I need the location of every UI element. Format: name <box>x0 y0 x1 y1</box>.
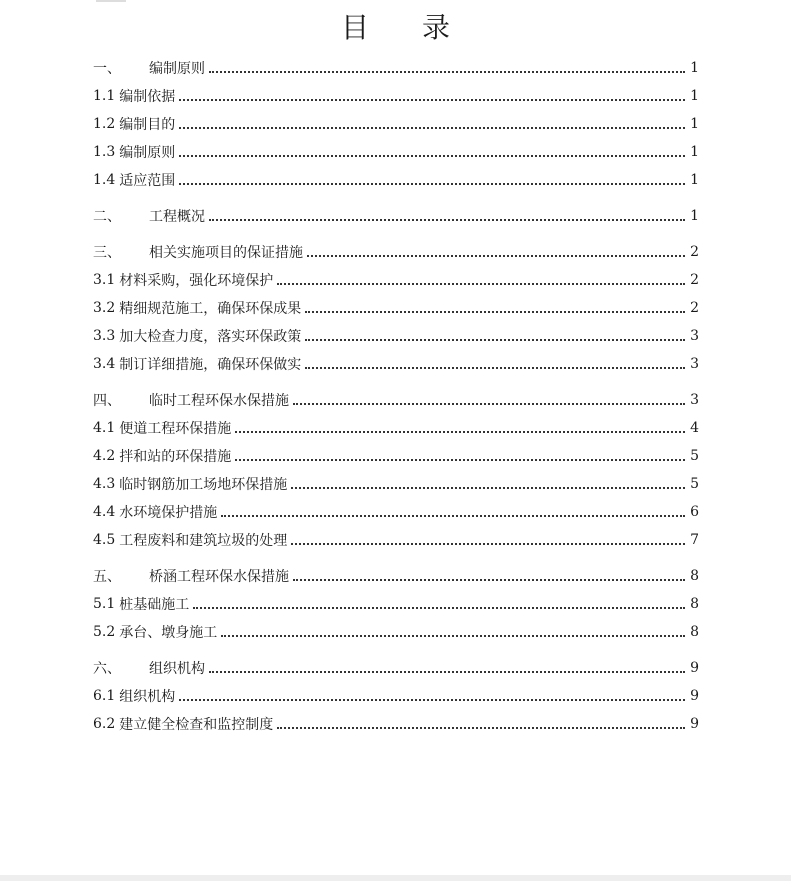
toc-leader-dots <box>291 529 685 545</box>
toc-leader-dots <box>305 297 685 313</box>
toc-entry-number: 1.1 <box>93 88 116 104</box>
top-edge-mark <box>96 0 126 2</box>
toc-entry-page-number: 5 <box>690 448 699 464</box>
toc-entry[interactable] <box>93 354 699 374</box>
toc-entry-number: 5.2 <box>93 624 116 640</box>
toc-entry-page-number: 8 <box>690 596 699 612</box>
toc-entry-label: 水环境保护措施 <box>119 505 218 521</box>
toc-entry-label: 临时钢筋加工场地环保措施 <box>119 477 288 493</box>
toc-entry-page-number: 1 <box>690 60 699 76</box>
toc-entry-number: 4.2 <box>93 448 116 464</box>
toc-entry-number: 4.1 <box>93 420 116 436</box>
page-bottom-edge <box>0 875 791 881</box>
toc-entry-label: 承台、墩身施工 <box>119 625 218 641</box>
toc-entry[interactable] <box>93 114 699 134</box>
toc-entry-number: 3.1 <box>93 272 116 288</box>
page-title: 目 录 <box>341 11 472 44</box>
toc-entry[interactable] <box>93 270 699 290</box>
toc-entry-number: 3.4 <box>93 356 116 372</box>
toc-entry[interactable] <box>93 530 699 550</box>
toc-entry[interactable] <box>93 86 699 106</box>
toc-entry-page-number: 1 <box>690 144 699 160</box>
toc-entry[interactable] <box>93 206 699 226</box>
toc-leader-dots <box>293 565 685 581</box>
toc-entry-page-number: 9 <box>690 716 699 732</box>
toc-entry[interactable] <box>93 594 699 614</box>
toc-entry-page-number: 4 <box>690 420 699 436</box>
toc-entry-page-number: 2 <box>690 244 699 260</box>
toc-entry-page-number: 7 <box>690 532 699 548</box>
toc-entry-label: 桥涵工程环保水保措施 <box>149 569 289 585</box>
toc-leader-dots <box>193 593 685 609</box>
toc-entry-label: 编制原则 <box>119 145 176 161</box>
toc-entry-label: 工程废料和建筑垃圾的处理 <box>119 533 288 549</box>
toc-entry-label: 便道工程环保措施 <box>119 421 232 437</box>
toc-entry[interactable] <box>93 298 699 318</box>
toc-entry-label: 临时工程环保水保措施 <box>149 393 289 409</box>
toc-entry[interactable] <box>93 446 699 466</box>
toc-entry[interactable] <box>93 566 699 586</box>
toc-entry-number: 四、 <box>93 393 121 409</box>
toc-entry-number: 3.3 <box>93 328 116 344</box>
toc-leader-dots <box>221 501 685 517</box>
toc-entry-label: 适应范围 <box>119 173 176 189</box>
toc-entry-page-number: 9 <box>690 688 699 704</box>
toc-entry-label: 制订详细措施，确保环保做实 <box>119 357 302 373</box>
toc-entry-page-number: 8 <box>690 568 699 584</box>
toc-entry-number: 4.4 <box>93 504 116 520</box>
toc-entry-page-number: 2 <box>690 272 699 288</box>
toc-entry-label: 相关实施项目的保证措施 <box>149 245 303 261</box>
toc-entry[interactable] <box>93 142 699 162</box>
toc-leader-dots <box>179 141 685 157</box>
toc-entry[interactable] <box>93 622 699 642</box>
toc-entry-page-number: 5 <box>690 476 699 492</box>
toc-leader-dots <box>277 713 685 729</box>
toc-entry-number: 三、 <box>93 245 121 261</box>
toc-leader-dots <box>291 473 685 489</box>
toc-leader-dots <box>179 685 685 701</box>
toc-entry-label: 编制原则 <box>149 61 205 77</box>
toc-leader-dots <box>305 325 685 341</box>
toc-entry[interactable] <box>93 418 699 438</box>
toc-entry-page-number: 3 <box>690 392 699 408</box>
toc-entry-number: 二、 <box>93 209 121 225</box>
toc-leader-dots <box>277 269 685 285</box>
toc-entry-number: 3.2 <box>93 300 116 316</box>
toc-entry-page-number: 1 <box>690 172 699 188</box>
toc-leader-dots <box>221 621 685 637</box>
toc-entry-number: 6.2 <box>93 716 116 732</box>
toc-entry-label: 工程概况 <box>149 209 205 225</box>
toc-entry-page-number: 6 <box>690 504 699 520</box>
toc-leader-dots <box>235 445 685 461</box>
toc-entry-number: 五、 <box>93 569 121 585</box>
toc-entry-label: 编制目的 <box>119 117 176 133</box>
toc-entry-page-number: 3 <box>690 356 699 372</box>
toc-entry[interactable] <box>93 658 699 678</box>
toc-entry[interactable] <box>93 242 699 262</box>
toc-entry[interactable] <box>93 390 699 410</box>
toc-leader-dots <box>209 657 685 673</box>
toc-entry[interactable] <box>93 58 699 78</box>
toc-entry-number: 5.1 <box>93 596 116 612</box>
toc-entry-page-number: 1 <box>690 116 699 132</box>
toc-entry-label: 编制依据 <box>119 89 176 105</box>
toc-entry-number: 一、 <box>93 61 121 77</box>
toc-entry-label: 组织机构 <box>119 689 176 705</box>
toc-entry-page-number: 1 <box>690 88 699 104</box>
toc-entry[interactable] <box>93 326 699 346</box>
toc-leader-dots <box>307 241 685 257</box>
toc-entry-label: 精细规范施工，确保环保成果 <box>119 301 302 317</box>
toc-leader-dots <box>179 113 685 129</box>
toc-entry-label: 拌和站的环保措施 <box>119 449 232 465</box>
toc-entry-label: 建立健全检查和监控制度 <box>119 717 274 733</box>
toc-leader-dots <box>179 169 685 185</box>
toc-entry-number: 1.4 <box>93 172 116 188</box>
toc-entry-label: 桩基础施工 <box>119 597 190 613</box>
toc-leader-dots <box>179 85 685 101</box>
toc-entry[interactable] <box>93 686 699 706</box>
toc-entry-number: 1.3 <box>93 144 116 160</box>
toc-entry-number: 4.5 <box>93 532 116 548</box>
toc-entry-label: 加大检查力度，落实环保政策 <box>119 329 302 345</box>
toc-entry-number: 1.2 <box>93 116 116 132</box>
toc-leader-dots <box>293 389 685 405</box>
toc-leader-dots <box>209 57 685 73</box>
toc-entry-page-number: 8 <box>690 624 699 640</box>
toc-entry-number: 6.1 <box>93 688 116 704</box>
toc-entry-label: 材料采购，强化环境保护 <box>119 273 274 289</box>
toc-entry-number: 4.3 <box>93 476 116 492</box>
toc-entry[interactable] <box>93 474 699 494</box>
toc-leader-dots <box>235 417 685 433</box>
toc-entry-number: 六、 <box>93 661 121 677</box>
toc-entry[interactable] <box>93 502 699 522</box>
toc-entry-page-number: 2 <box>690 300 699 316</box>
toc-leader-dots <box>305 353 685 369</box>
toc-entry-page-number: 3 <box>690 328 699 344</box>
toc-entry-label: 组织机构 <box>149 661 205 677</box>
toc-entry-page-number: 9 <box>690 660 699 676</box>
toc-entry[interactable] <box>93 170 699 190</box>
toc-leader-dots <box>209 205 685 221</box>
toc-entry-page-number: 1 <box>690 208 699 224</box>
toc-entry[interactable] <box>93 714 699 734</box>
